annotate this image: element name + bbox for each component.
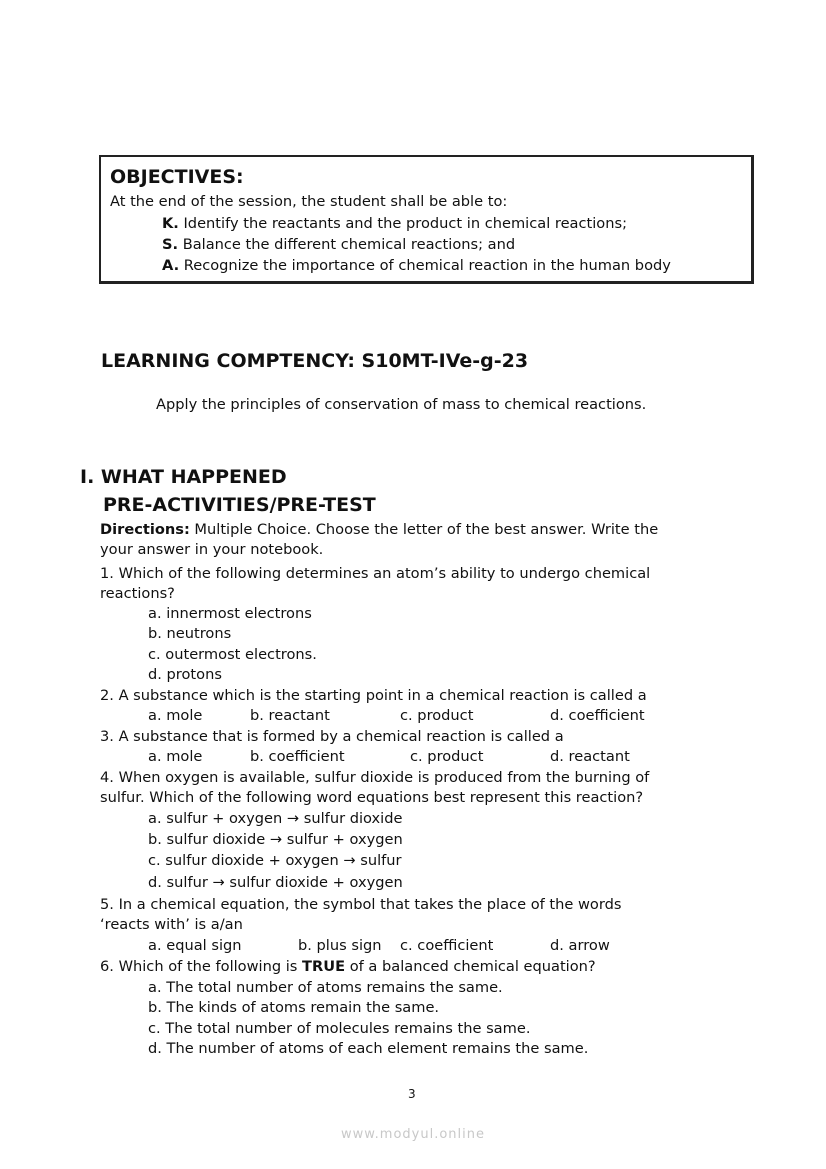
question-4: 4. When oxygen is available, sulfur dioxide is produced from the burning of xyxy=(100,769,650,786)
q6-option-d: d. The number of atoms of each element remains the same. xyxy=(148,1040,589,1057)
q2-option-c: c. product xyxy=(400,707,474,724)
competency-text: Apply the principles of conservation of mass to chemical reactions. xyxy=(156,396,647,413)
objective-text: Recognize the importance of chemical reaction in the human body xyxy=(179,257,671,274)
objectives-title: OBJECTIVES: xyxy=(110,166,244,188)
q4-option-d: d. sulfur → sulfur dioxide + oxygen xyxy=(148,874,403,891)
question-text: 6. Which of the following is xyxy=(100,958,303,975)
directions-text: Multiple Choice. Choose the letter of the best answer. Write the xyxy=(189,521,659,538)
q3-option-b: b. coefficient xyxy=(250,748,345,765)
q1-option-a: a. innermost electrons xyxy=(148,605,312,622)
section-title: I. WHAT HAPPENED xyxy=(80,466,287,488)
objective-s xyxy=(162,235,515,255)
objectives-intro: At the end of the session, the student shall be able to: xyxy=(110,193,508,210)
q3-option-a: a. mole xyxy=(148,748,203,765)
q4-option-c: c. sulfur dioxide + oxygen → sulfur xyxy=(148,852,402,869)
question-text: of a balanced chemical equation? xyxy=(345,958,596,975)
q2-option-a: a. mole xyxy=(148,707,203,724)
objective-letter: A. xyxy=(162,257,180,274)
q6-option-c: c. The total number of molecules remains the same. xyxy=(148,1020,531,1037)
q6-option-b: b. The kinds of atoms remain the same. xyxy=(148,999,440,1016)
question-6 xyxy=(100,957,596,977)
q2-option-b: b. reactant xyxy=(250,707,330,724)
objective-a xyxy=(162,256,671,276)
objective-letter: K. xyxy=(162,215,179,232)
q5-option-b: b. plus sign xyxy=(298,937,382,954)
q5-option-c: c. coefficient xyxy=(400,937,494,954)
directions-line2: your answer in your notebook. xyxy=(100,541,324,558)
watermark: www.modyul.online xyxy=(340,1127,486,1142)
q1-option-d: d. protons xyxy=(148,666,222,683)
question-5: 5. In a chemical equation, the symbol that takes the place of the words xyxy=(100,896,622,913)
directions-label: Directions: xyxy=(100,521,190,538)
q3-option-d: d. reactant xyxy=(550,748,630,765)
question-1: 1. Which of the following determines an atom’s ability to undergo chemical xyxy=(100,565,651,582)
question-2: 2. A substance which is the starting point in a chemical reaction is called a xyxy=(100,687,647,704)
q1-option-c: c. outermost electrons. xyxy=(148,646,317,663)
q1-option-b: b. neutrons xyxy=(148,625,232,642)
q6-option-a: a. The total number of atoms remains the same. xyxy=(148,979,503,996)
q3-option-c: c. product xyxy=(410,748,484,765)
directions xyxy=(100,520,658,540)
q4-option-b: b. sulfur dioxide → sulfur + oxygen xyxy=(148,831,403,848)
question-5-cont: ‘reacts with’ is a/an xyxy=(100,916,243,933)
q5-option-a: a. equal sign xyxy=(148,937,242,954)
q4-option-a: a. sulfur + oxygen → sulfur dioxide xyxy=(148,810,403,827)
question-emphasis: TRUE xyxy=(302,958,346,975)
q2-option-d: d. coefficient xyxy=(550,707,645,724)
q5-option-d: d. arrow xyxy=(550,937,610,954)
question-4-cont: sulfur. Which of the following word equations best represent this reaction? xyxy=(100,789,644,806)
section-subtitle: PRE-ACTIVITIES/PRE-TEST xyxy=(103,494,376,516)
page-number: 3 xyxy=(408,1087,416,1101)
question-1-cont: reactions? xyxy=(100,585,175,602)
objective-k xyxy=(162,214,627,234)
competency-title: LEARNING COMPTENCY: S10MT-IVe-g-23 xyxy=(101,350,529,372)
objective-text: Identify the reactants and the product in chemical reactions; xyxy=(178,215,627,232)
objective-letter: S. xyxy=(162,236,179,253)
question-3: 3. A substance that is formed by a chemical reaction is called a xyxy=(100,728,564,745)
objective-text: Balance the different chemical reactions; and xyxy=(178,236,516,253)
